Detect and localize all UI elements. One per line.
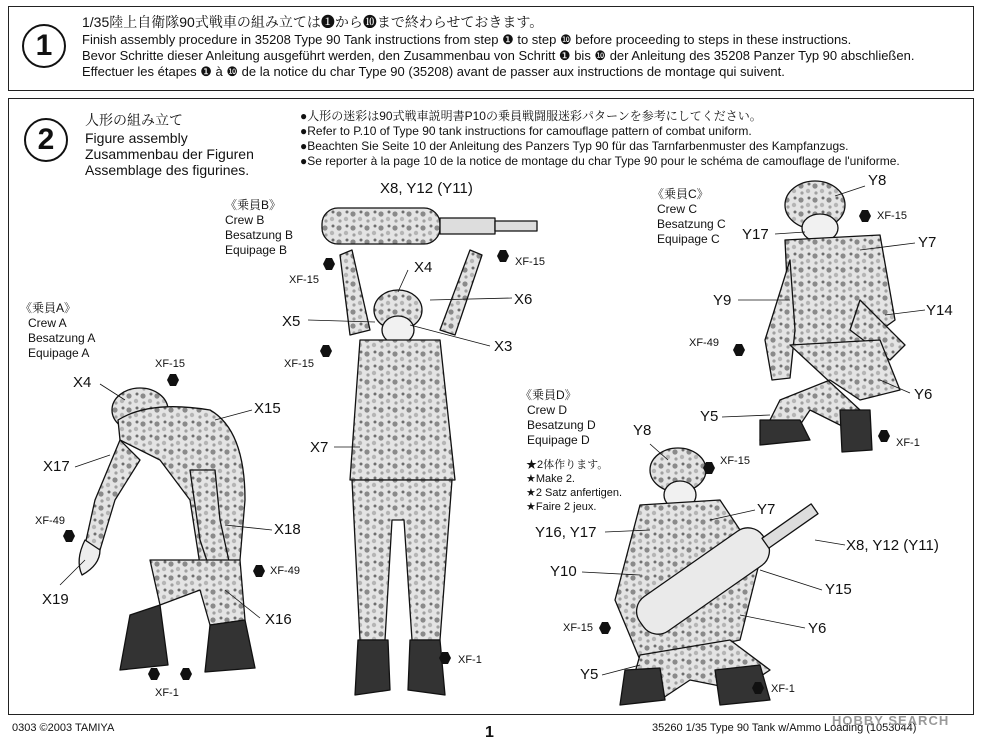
part-label: Y16, Y17 xyxy=(535,524,597,541)
figure-crew-a xyxy=(79,388,255,672)
paint-label: XF-1 xyxy=(155,687,179,699)
crew-b-heading-jp: 《乗員B》 xyxy=(225,198,282,212)
crew-a-heading-de: Besatzung A xyxy=(28,331,96,345)
part-label: Y17 xyxy=(742,226,769,243)
part-label: Y14 xyxy=(926,302,953,319)
part-label: X4 xyxy=(73,374,92,391)
part-label: Y5 xyxy=(700,408,719,425)
make-two-de: ★2 Satz anfertigen. xyxy=(526,487,623,499)
crew-b-heading-fr: Equipage B xyxy=(225,243,288,257)
note-fr: ●Se reporter à la page 10 de la notice de montage du char Type 90 pour le schéma de camouflage de l'uniforme. xyxy=(300,154,900,168)
step2-title-fr: Assemblage des figurines. xyxy=(85,162,250,178)
crew-a-heading-fr: Equipage A xyxy=(28,346,90,360)
paint-label: XF-15 xyxy=(877,210,907,222)
paint-label: XF-15 xyxy=(563,622,593,634)
crew-d-heading-de: Besatzung D xyxy=(527,418,596,432)
step2-title-jp: 人形の組み立て xyxy=(85,112,183,128)
part-label: Y7 xyxy=(757,501,776,518)
crew-b-heading-de: Besatzung B xyxy=(225,228,294,242)
make-two-fr: ★Faire 2 jeux. xyxy=(526,501,597,513)
part-label: Y5 xyxy=(580,666,599,683)
part-label: X19 xyxy=(42,591,69,608)
crew-c-heading-jp: 《乗員C》 xyxy=(652,187,709,201)
crew-d-heading-jp: 《乗員D》 xyxy=(520,388,577,402)
part-label: Y7 xyxy=(918,234,937,251)
part-label: X17 xyxy=(43,458,70,475)
step1-line-fr: Effectuer les étapes ❶ à ❿ de la notice du char Type 90 (35208) avant de passer aux instructions de montage qui suivent. xyxy=(82,64,785,79)
footer-copyright: 0303 ©2003 TAMIYA xyxy=(12,722,115,734)
paint-label: XF-15 xyxy=(155,358,185,370)
part-label: Y15 xyxy=(825,581,852,598)
paint-label: XF-49 xyxy=(689,337,719,349)
part-label: Y8 xyxy=(633,422,652,439)
crew-d-heading-en: Crew D xyxy=(527,403,568,417)
step1-number: 1 xyxy=(22,24,66,68)
page-number: 1 xyxy=(485,724,494,741)
part-label: Y6 xyxy=(808,620,827,637)
paint-label: XF-15 xyxy=(515,256,545,268)
step2-title-de: Zusammenbau der Figuren xyxy=(85,146,254,162)
make-two-jp: ★2体作ります。 xyxy=(526,459,609,471)
paint-label: XF-15 xyxy=(284,358,314,370)
crew-a-heading-jp: 《乗員A》 xyxy=(20,301,77,315)
part-label: X16 xyxy=(265,611,292,628)
part-label: X15 xyxy=(254,400,281,417)
paint-label: XF-15 xyxy=(720,455,750,467)
part-label: Y8 xyxy=(868,172,887,189)
step2-number: 2 xyxy=(24,118,68,162)
part-label: X8, Y12 (Y11) xyxy=(380,180,473,197)
paint-label: XF-1 xyxy=(458,654,482,666)
watermark-logo: HOBBY SEARCH xyxy=(832,713,950,728)
paint-label: XF-1 xyxy=(896,437,920,449)
part-label: X3 xyxy=(494,338,513,355)
crew-c-heading-de: Besatzung C xyxy=(657,217,726,231)
note-jp: ●人形の迷彩は90式戦車説明書P10の乗員戦闘服迷彩パターンを参考にしてください。 xyxy=(300,109,762,123)
note-en: ●Refer to P.10 of Type 90 tank instructions for camouflage pattern of combat uniform. xyxy=(300,124,752,138)
part-label: X6 xyxy=(514,291,533,308)
part-label: X4 xyxy=(414,259,433,276)
paint-label: XF-49 xyxy=(270,565,300,577)
paint-label: XF-1 xyxy=(771,683,795,695)
paint-label: XF-15 xyxy=(289,274,319,286)
crew-b-heading-en: Crew B xyxy=(225,213,265,227)
make-two-en: ★Make 2. xyxy=(526,473,575,485)
part-label: Y10 xyxy=(550,563,577,580)
step2-title-en: Figure assembly xyxy=(85,130,188,146)
paint-label: XF-49 xyxy=(35,515,65,527)
crew-c-heading-en: Crew C xyxy=(657,202,698,216)
crew-d-heading-fr: Equipage D xyxy=(527,433,590,447)
part-label: Y9 xyxy=(713,292,732,309)
crew-a-heading-en: Crew A xyxy=(28,316,67,330)
part-label: X7 xyxy=(310,439,329,456)
note-de: ●Beachten Sie Seite 10 der Anleitung des Panzers Typ 90 für das Tarnfarbenmuster des Kampfanzugs. xyxy=(300,139,849,153)
figure-crew-b xyxy=(322,208,537,695)
step1-line-jp: 1/35陸上自衛隊90式戦車の組み立ては❶から❿まで終わらせておきます。 xyxy=(82,14,544,30)
figure-crew-d xyxy=(615,448,818,705)
step1-line-de: Bevor Schritte dieser Anleitung ausgeführt werden, den Zusammenbau von Schritt ❶ bis ❿ der Anleitung des 35208 Panzer Typ 90 abschließen. xyxy=(82,48,915,63)
crew-c-heading-fr: Equipage C xyxy=(657,232,720,246)
footer-product: 35260 1/35 Type 90 Tank w/Ammo Loading (1053044) xyxy=(652,722,917,734)
step1-line-en: Finish assembly procedure in 35208 Type 90 Tank instructions from step ❶ to step ❿ before proceeding to steps in these instructions. xyxy=(82,32,852,47)
part-label: X5 xyxy=(282,313,301,330)
part-label: X18 xyxy=(274,521,301,538)
part-label: X8, Y12 (Y11) xyxy=(846,537,939,554)
part-label: Y6 xyxy=(914,386,933,403)
